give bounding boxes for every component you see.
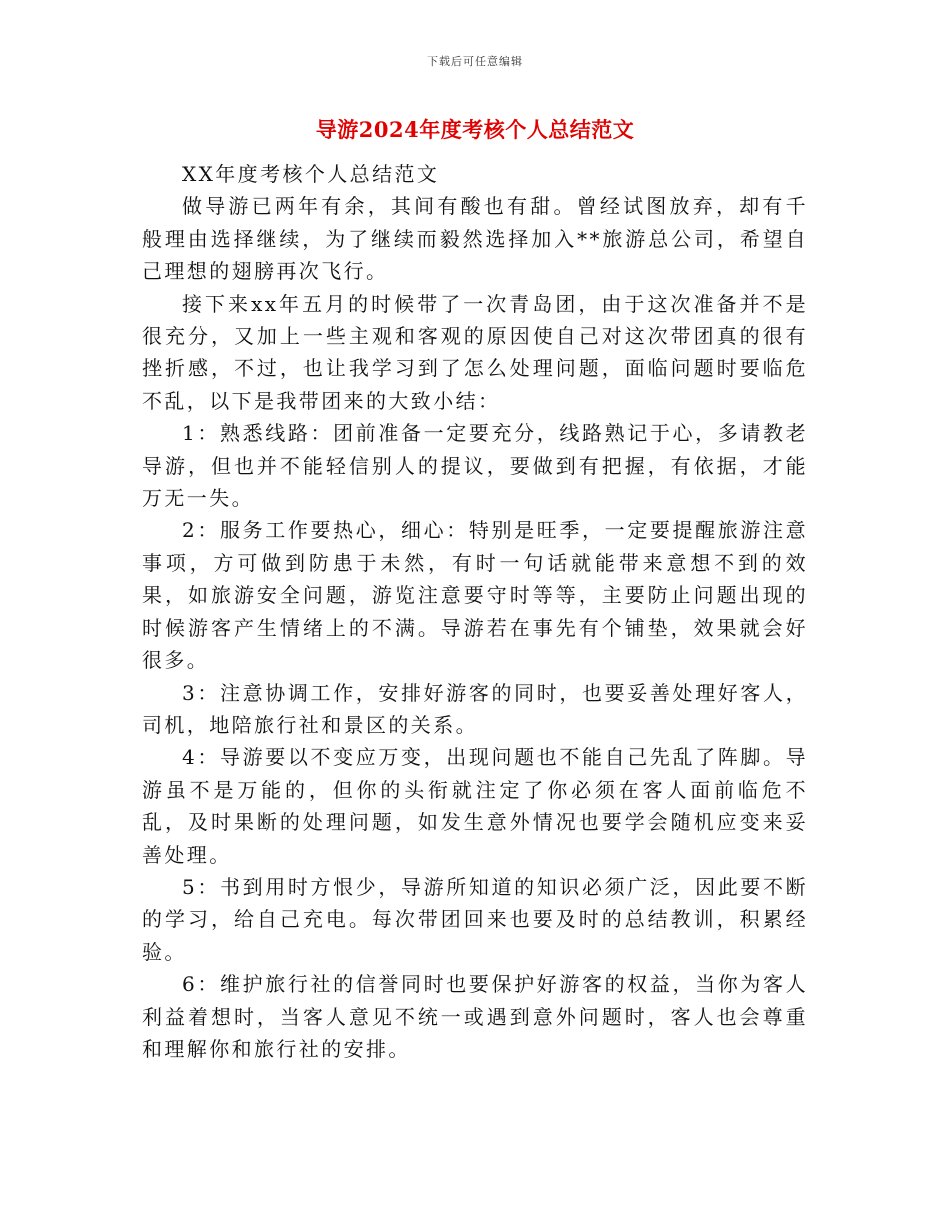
paragraph-point-4: 4：导游要以不变应万变，出现问题也不能自己先乱了阵脚。导游虽不是万能的，但你的头衔就注定了你必须在客人面前临危不乱，及时果断的处理问题，如发生意外情况也要学会随机应变来妥善处理。 xyxy=(142,745,808,867)
paragraph-point-3: 3：注意协调工作，安排好游客的同时，也要妥善处理好客人，司机，地陪旅行社和景区的关系。 xyxy=(142,680,808,737)
paragraph-intro: 做导游已两年有余，其间有酸也有甜。曾经试图放弃，却有千般理由选择继续，为了继续而毅然选择加入**旅游总公司，希望自己理想的翅膀再次飞行。 xyxy=(142,194,808,284)
paragraph-subtitle: XX年度考核个人总结范文 xyxy=(182,162,440,186)
paragraph-point-6: 6：维护旅行社的信誉同时也要保护好游客的权益，当你为客人利益着想时，当客人意见不统一或遇到意外问题时，客人也会尊重和理解你和旅行社的安排。 xyxy=(142,972,808,1061)
page-header-note: 下载后可任意编辑 xyxy=(427,55,523,68)
document-title: 导游2024年度考核个人总结范文 xyxy=(315,117,635,142)
document-body xyxy=(142,158,808,1065)
paragraph-point-5: 5：书到用时方恨少，导游所知道的知识必须广泛，因此要不断的学习，给自己充电。每次带团回来也要及时的总结教训，积累经验。 xyxy=(142,874,808,964)
paragraph-point-1: 1：熟悉线路：团前准备一定要充分，线路熟记于心，多请教老导游，但也并不能轻信别人的提议，要做到有把握，有依据，才能万无一失。 xyxy=(142,421,808,511)
paragraph-point-2: 2：服务工作要热心，细心：特别是旺季，一定要提醒旅游注意事项，方可做到防患于未然，有时一句话就能带来意想不到的效果，如旅游安全问题，游览注意要守时等等，主要防止问题出现的时候游客产生情绪上的不满。导游若在事先有个铺垫，效果就会好很多。 xyxy=(142,518,808,673)
paragraph-background: 接下来xx年五月的时候带了一次青岛团，由于这次准备并不是很充分，又加上一些主观和客观的原因使自己对这次带团真的很有挫折感，不过，也让我学习到了怎么处理问题，面临问题时要临危不乱，以下是我带团来的大致小结： xyxy=(142,291,808,413)
